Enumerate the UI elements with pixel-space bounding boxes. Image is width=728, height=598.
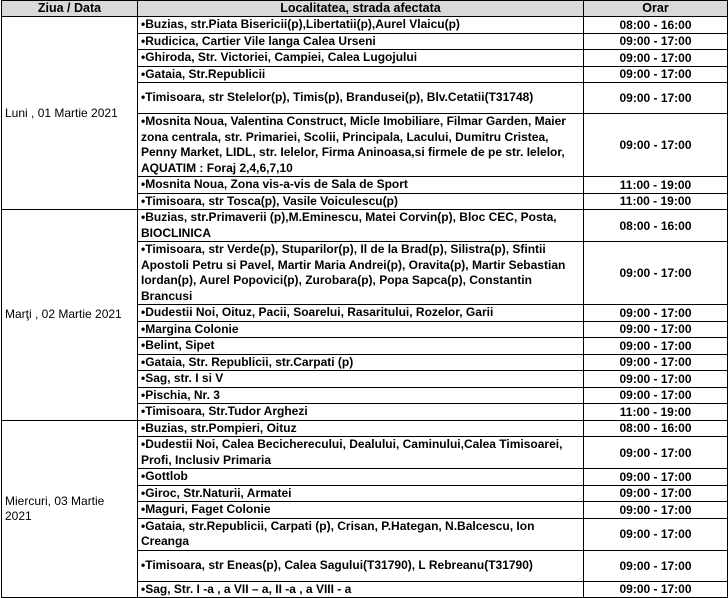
- hours-cell: 09:00 - 17:00: [584, 437, 728, 469]
- location-cell: •Buzias, str.Primaverii (p),M.Eminescu, Matei Corvin(p), Bloc CEC, Posta, BIOCLINICA: [138, 210, 584, 242]
- hours-cell: 09:00 - 17:00: [584, 502, 728, 519]
- hours-cell: 09:00 - 17:00: [584, 581, 728, 598]
- hours-cell: 08:00 - 16:00: [584, 210, 728, 242]
- hours-cell: 09:00 - 17:00: [584, 485, 728, 502]
- hours-cell: 09:00 - 17:00: [584, 50, 728, 67]
- header-row: [2, 1, 728, 17]
- column-header-day: Ziua / Data: [2, 1, 138, 17]
- location-cell: •Pischia, Nr. 3: [138, 387, 584, 404]
- location-cell: •Gataia, Str.Republicii: [138, 66, 584, 83]
- location-cell: •Giroc, Str.Naturii, Armatei: [138, 485, 584, 502]
- location-cell: •Buzias, str.Pompieri, Oituz: [138, 420, 584, 437]
- hours-cell: 09:00 - 17:00: [584, 83, 728, 114]
- location-cell: •Maguri, Faget Colonie: [138, 502, 584, 519]
- location-cell: •Timisoara, str Stelelor(p), Timis(p), Brandusei(p), Blv.Cetatii(T31748): [138, 83, 584, 114]
- table-row: [2, 17, 728, 34]
- location-cell: •Rudicica, Cartier Vile langa Calea Urseni: [138, 33, 584, 50]
- outage-schedule-table: [1, 0, 728, 598]
- day-cell: Marţi , 02 Martie 2021: [2, 210, 138, 421]
- location-cell: •Timisoara, Str.Tudor Arghezi: [138, 404, 584, 421]
- day-cell: Luni , 01 Martie 2021: [2, 17, 138, 210]
- hours-cell: 09:00 - 17:00: [584, 354, 728, 371]
- hours-cell: 11:00 - 19:00: [584, 404, 728, 421]
- location-cell: •Timisoara, str Eneas(p), Calea Sagului(T31790), L Rebreanu(T31790): [138, 550, 584, 581]
- hours-cell: 09:00 - 17:00: [584, 321, 728, 338]
- table-row: [2, 420, 728, 437]
- location-cell: •Dudestii Noi, Calea Becicherecului, Dealului, Caminului,Calea Timisoarei, Profi, Inclusiv Primaria: [138, 437, 584, 469]
- table-row: [2, 210, 728, 242]
- hours-cell: 09:00 - 17:00: [584, 114, 728, 177]
- location-cell: •Timisoara, str Verde(p), Stuparilor(p), Il de la Brad(p), Silistra(p), Sfintii Apostoli Petru si Pavel, Martir Maria Andrei(p), Oravita(p), Martir Sebastian Iordan(p), Aurel Popovici(p), Zurobara(p), Popa Sapca(p), Constantin Brancusi: [138, 242, 584, 305]
- location-cell: •Mosnita Noua, Zona vis-a-vis de Sala de Sport: [138, 177, 584, 194]
- location-cell: •Buzias, str.Piata Bisericii(p),Libertatii(p),Aurel Vlaicu(p): [138, 17, 584, 34]
- hours-cell: 09:00 - 17:00: [584, 242, 728, 305]
- hours-cell: 09:00 - 17:00: [584, 33, 728, 50]
- hours-cell: 09:00 - 17:00: [584, 371, 728, 388]
- hours-cell: 09:00 - 17:00: [584, 305, 728, 322]
- location-cell: •Gataia, str.Republicii, Carpati (p), Crisan, P.Hategan, N.Balcescu, Ion Creanga: [138, 518, 584, 550]
- location-cell: •Timisoara, str Tosca(p), Vasile Voiculescu(p): [138, 193, 584, 210]
- hours-cell: 09:00 - 17:00: [584, 66, 728, 83]
- location-cell: •Ghiroda, Str. Victoriei, Campiei, Calea Lugojului: [138, 50, 584, 67]
- hours-cell: 11:00 - 19:00: [584, 193, 728, 210]
- location-cell: •Mosnita Noua, Valentina Construct, Micle Imobiliare, Filmar Garden, Maier zona centrala, str. Primariei, Scolii, Principala, Lacului, Dumitru Cristea, Penny Market, LIDL, str. Ielelor, Firma Aninoasa,si firmele de pe str. Ielelor, AQUATIM : Foraj 2,4,6,7,10: [138, 114, 584, 177]
- hours-cell: 09:00 - 17:00: [584, 387, 728, 404]
- location-cell: •Gottlob: [138, 469, 584, 486]
- column-header-hours: Orar: [584, 1, 728, 17]
- hours-cell: 11:00 - 19:00: [584, 177, 728, 194]
- location-cell: •Margina Colonie: [138, 321, 584, 338]
- hours-cell: 08:00 - 16:00: [584, 17, 728, 34]
- hours-cell: 08:00 - 16:00: [584, 420, 728, 437]
- location-cell: •Belint, Sipet: [138, 338, 584, 355]
- hours-cell: 09:00 - 17:00: [584, 338, 728, 355]
- column-header-location: Localitatea, strada afectata: [138, 1, 584, 17]
- location-cell: •Sag, str. I si V: [138, 371, 584, 388]
- location-cell: •Sag, Str. I -a , a VII – a, II -a , a VIII - a: [138, 581, 584, 598]
- hours-cell: 09:00 - 17:00: [584, 550, 728, 581]
- hours-cell: 09:00 - 17:00: [584, 518, 728, 550]
- day-cell: Miercuri, 03 Martie 2021: [2, 420, 138, 598]
- location-cell: •Gataia, Str. Republicii, str.Carpati (p): [138, 354, 584, 371]
- hours-cell: 09:00 - 17:00: [584, 469, 728, 486]
- location-cell: •Dudestii Noi, Oituz, Pacii, Soarelui, Rasaritului, Rozelor, Garii: [138, 305, 584, 322]
